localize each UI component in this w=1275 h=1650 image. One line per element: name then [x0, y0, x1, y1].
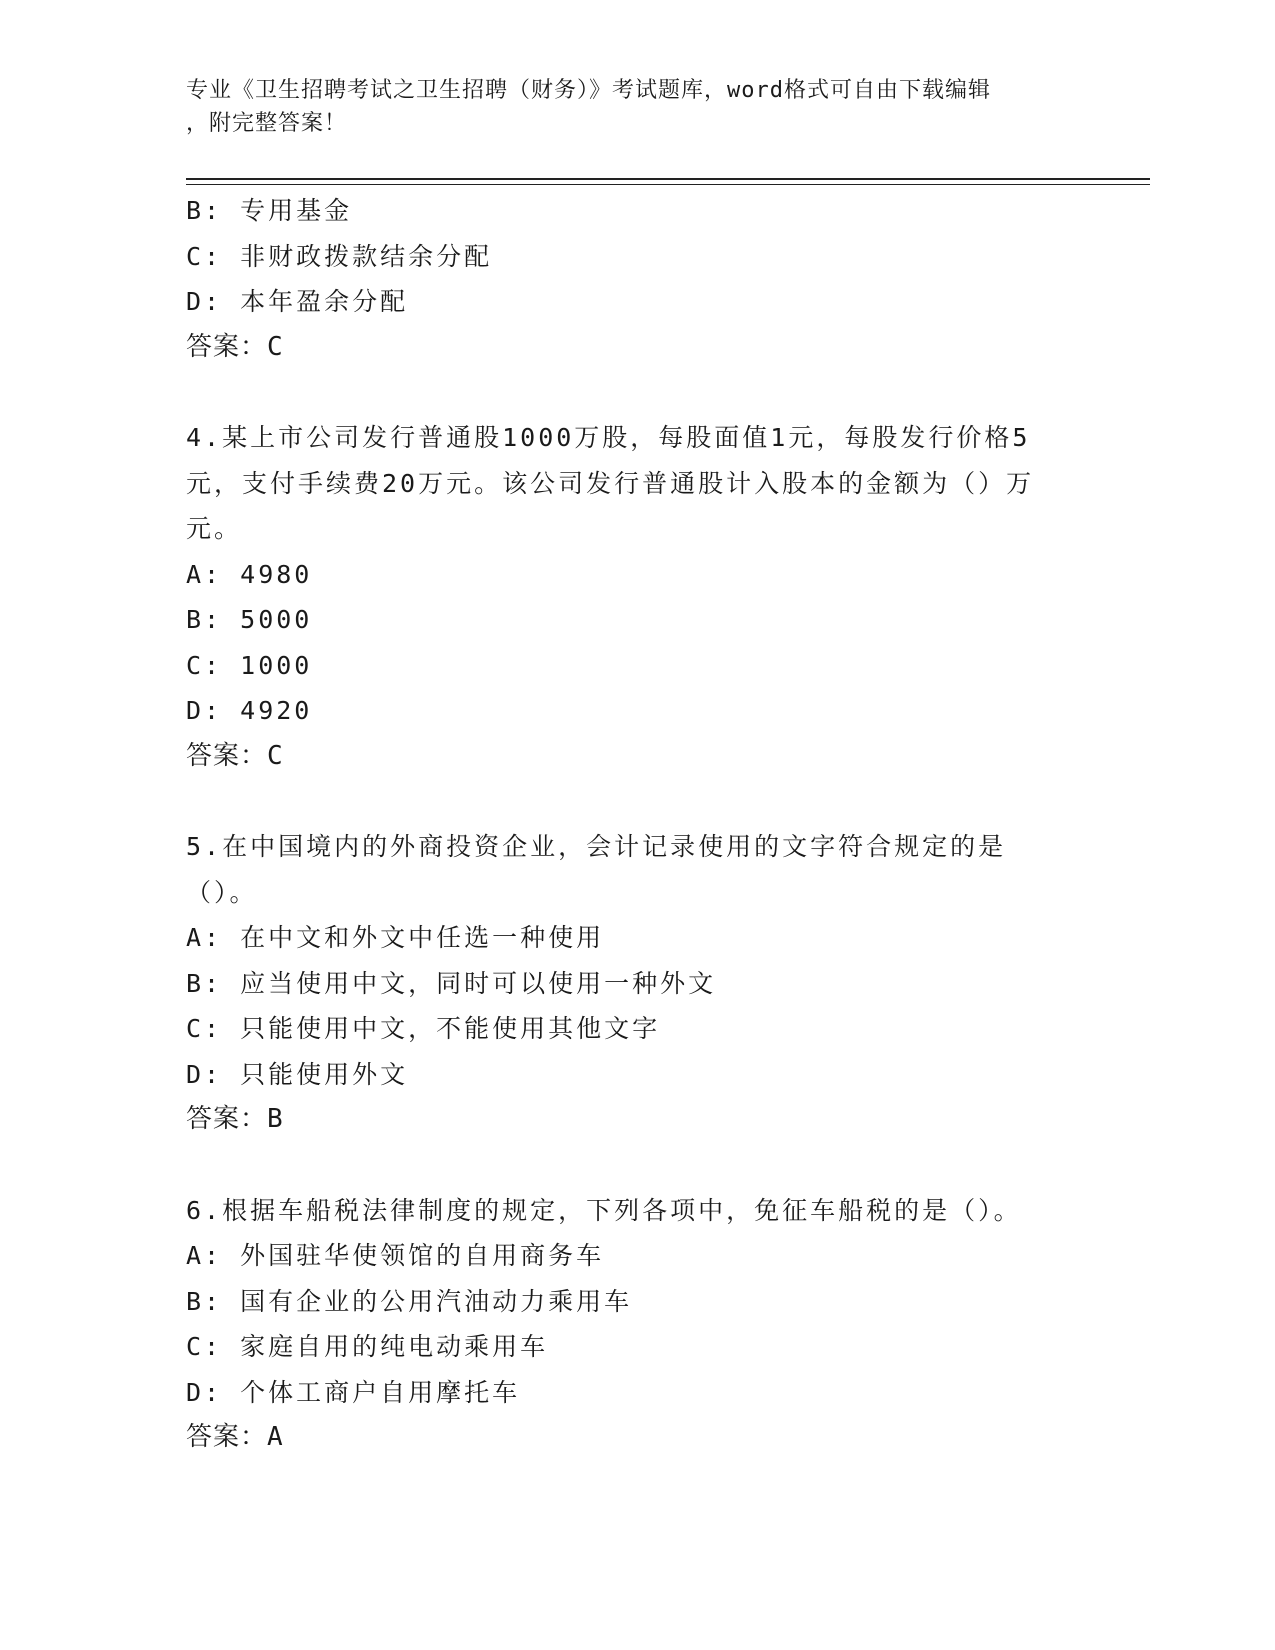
option-c: C: 家庭自用的纯电动乘用车	[186, 1332, 549, 1361]
spacer	[186, 370, 1066, 415]
option-a: A: 4980	[186, 559, 313, 589]
answer-label: 答案：	[186, 740, 268, 771]
option-c: C: 非财政拨款结余分配	[186, 241, 493, 271]
answer-line	[186, 1097, 1066, 1143]
question-text: 6.根据车船税法律制度的规定，下列各项中，免征车船税的是（）。	[186, 1195, 1022, 1225]
option-b: B: 5000	[186, 605, 313, 634]
answer-value: A	[267, 1422, 284, 1452]
answer-line	[186, 325, 1066, 371]
option-c: C: 只能使用中文，不能使用其他文字	[186, 1014, 661, 1043]
option-d: D: 只能使用外文	[186, 1059, 409, 1089]
question-list	[186, 188, 1066, 1461]
option-d: D: 个体工商户自用摩托车	[186, 1377, 521, 1407]
question-4	[186, 415, 1066, 779]
header-line-1: 专业《卫生招聘考试之卫生招聘（财务）》考试题库，word格式可自由下载编辑	[186, 78, 991, 103]
spacer	[186, 779, 1066, 824]
question-5	[186, 824, 1066, 1143]
document-header	[186, 74, 1066, 140]
header-rule-thick	[186, 178, 1150, 180]
option-c: C: 1000	[186, 650, 313, 680]
option-b: B: 专用基金	[186, 196, 353, 225]
question-text: 5.在中国境内的外商投资企业，会计记录使用的文字符合规定的是（）。	[186, 832, 1007, 907]
question-3-continuation	[186, 188, 1066, 370]
option-a: A: 在中文和外文中任选一种使用	[186, 923, 605, 952]
option-b: B: 国有企业的公用汽油动力乘用车	[186, 1286, 633, 1316]
option-a: A: 外国驻华使领馆的自用商务车	[186, 1241, 605, 1270]
answer-value: B	[267, 1104, 284, 1134]
header-line-2: ，附完整答案！	[186, 111, 348, 136]
option-d: D: 本年盈余分配	[186, 287, 409, 316]
option-d: D: 4920	[186, 696, 313, 725]
answer-value: C	[267, 740, 284, 771]
answer-line	[186, 1415, 1066, 1461]
answer-line	[186, 734, 1066, 780]
answer-label: 答案：	[186, 1104, 268, 1134]
header-rule-thin	[186, 184, 1150, 185]
answer-label: 答案：	[186, 1422, 268, 1452]
spacer	[186, 1143, 1066, 1188]
answer-value: C	[267, 331, 284, 362]
question-6	[186, 1188, 1066, 1461]
option-b: B: 应当使用中文，同时可以使用一种外文	[186, 968, 717, 998]
answer-label: 答案：	[186, 331, 268, 362]
question-text: 4.某上市公司发行普通股1000万股，每股面值1元，每股发行价格5元，支付手续费20万元。该公司发行普通股计入股本的金额为（）万元。	[186, 423, 1035, 543]
